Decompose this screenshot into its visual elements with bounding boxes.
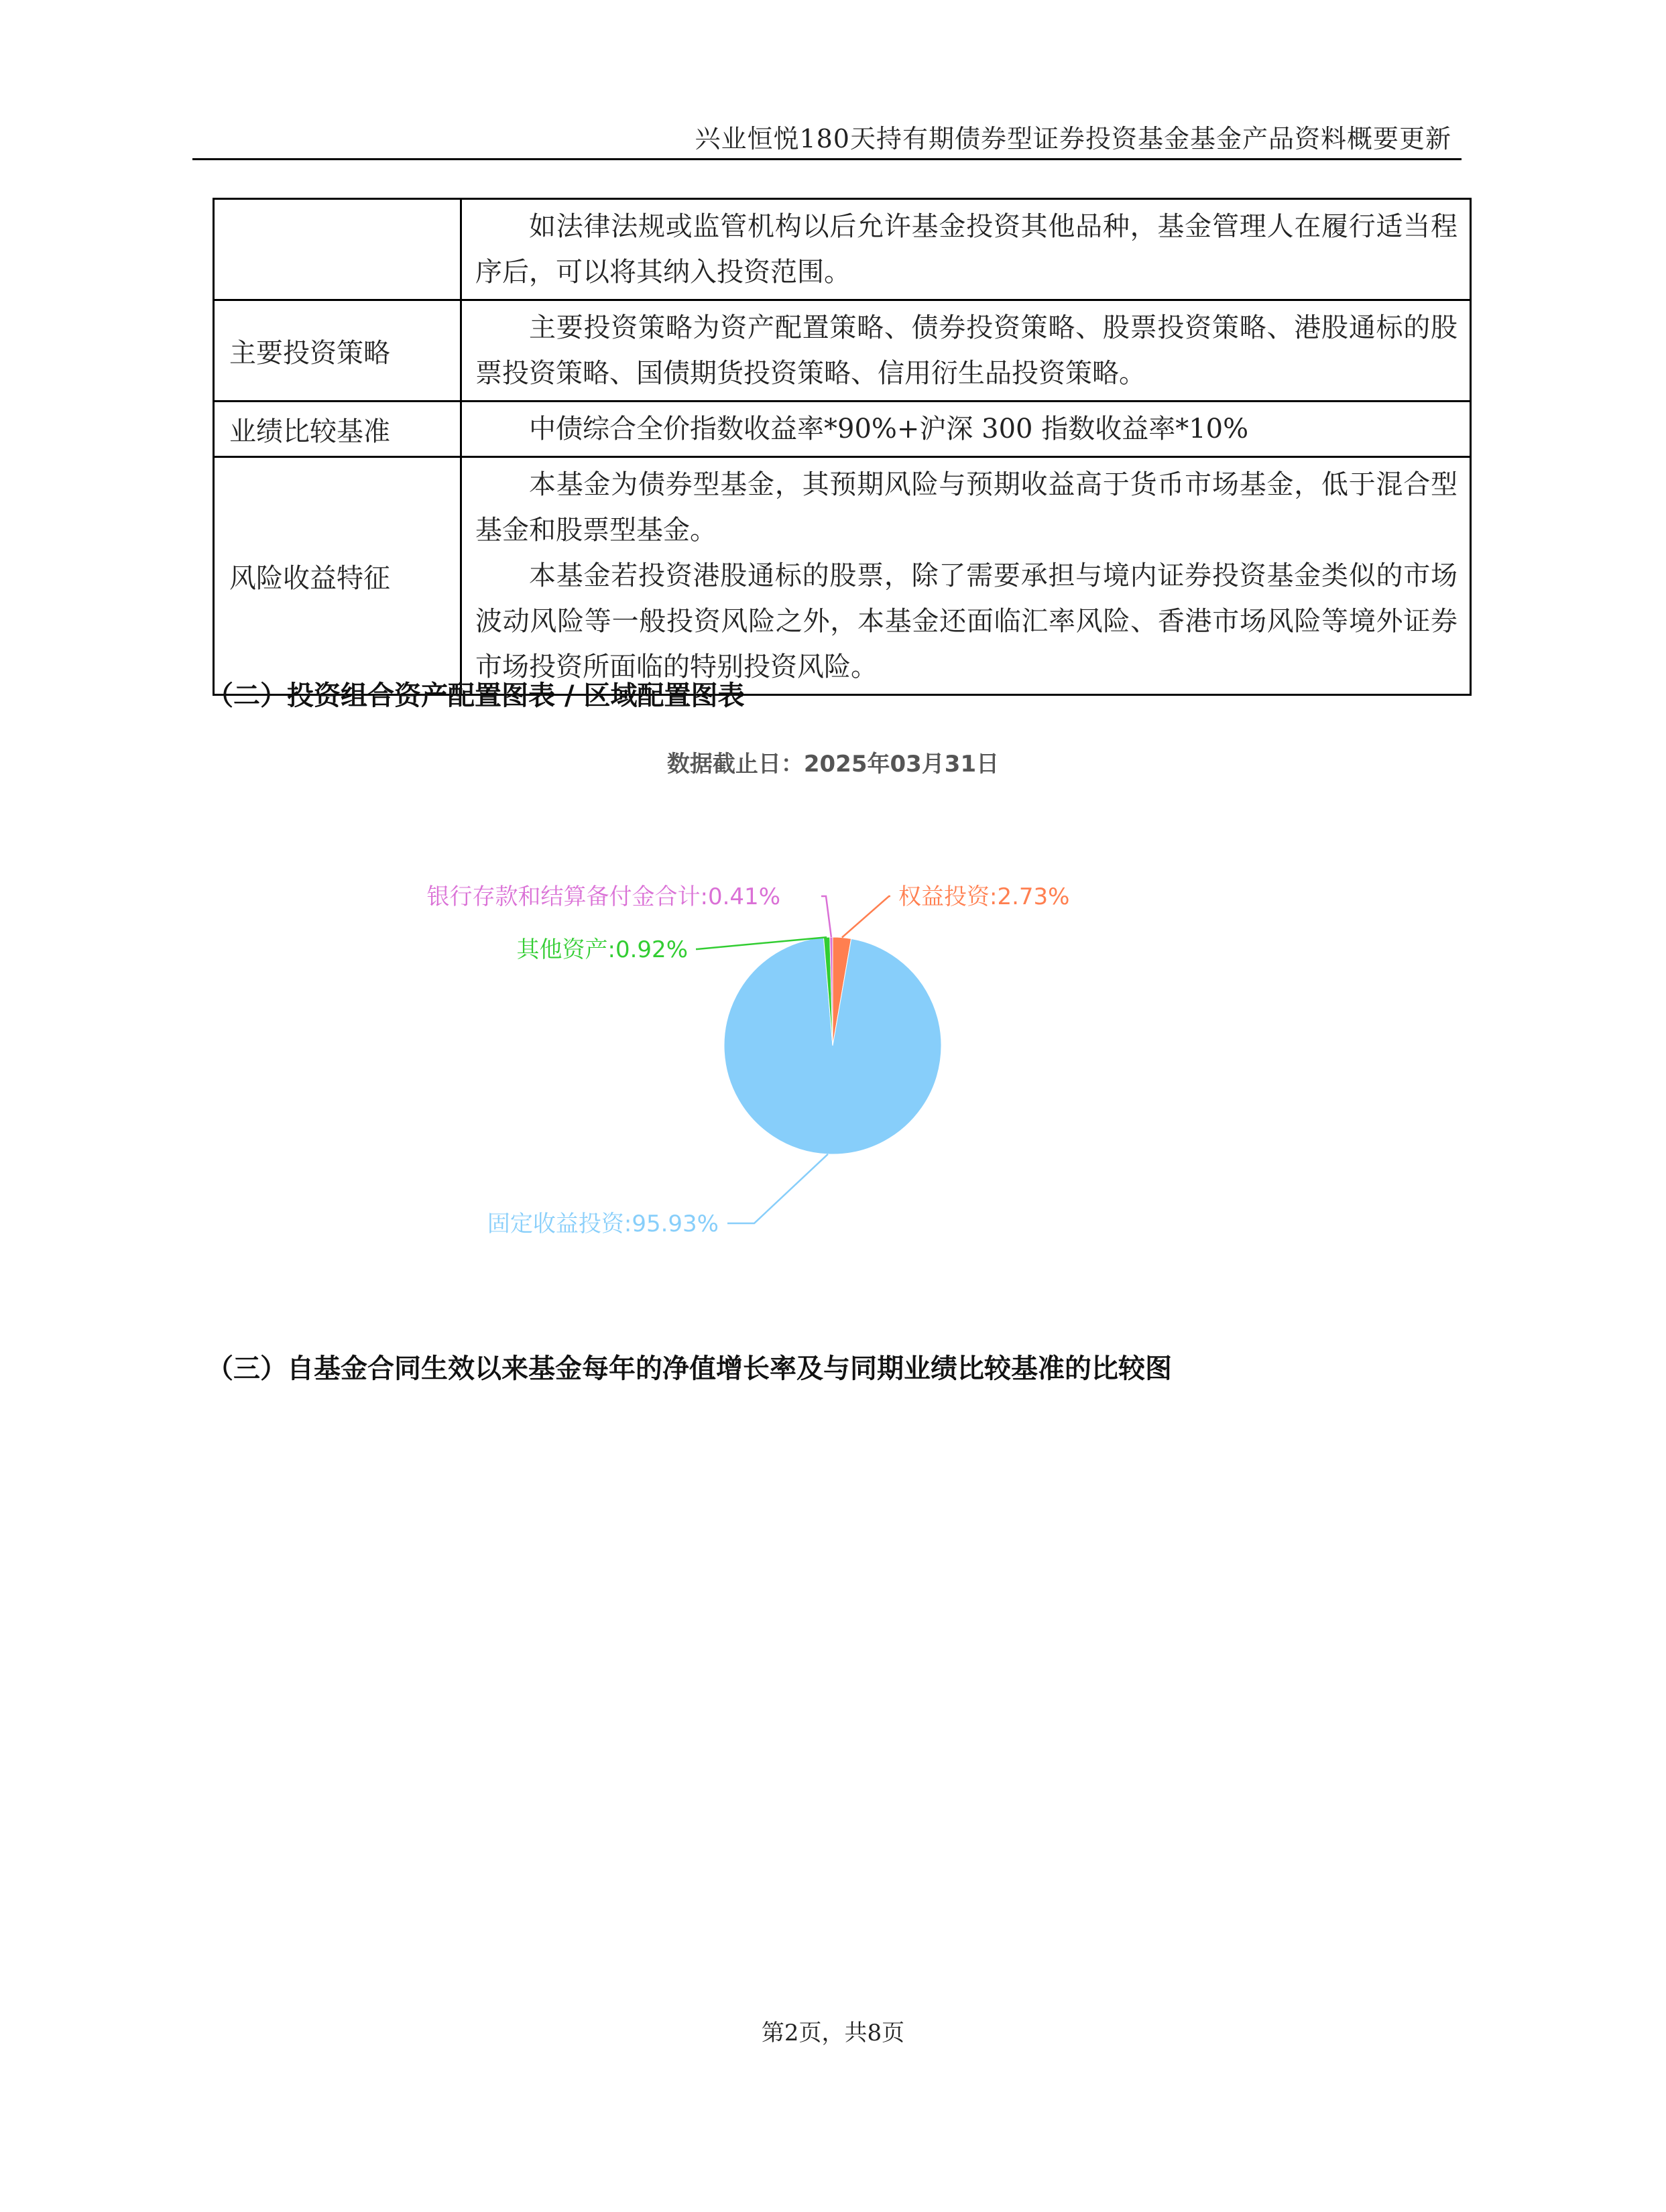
row-label: 主要投资策略 xyxy=(214,300,461,402)
content-paragraph: 主要投资策略为资产配置策略、债券投资策略、股票投资策略、港股通标的股票投资策略、国债期货投资策略、信用衍生品投资策略。 xyxy=(475,312,1457,389)
pie-leader-line xyxy=(727,1154,828,1223)
chart-title: 数据截止日：2025年03月31日 xyxy=(666,751,1000,778)
pie-data-label: 固定收益投资:95.93% xyxy=(487,1211,719,1237)
content-paragraph: 如法律法规或监管机构以后允许基金投资其他品种，基金管理人在履行适当程序后，可以将其纳入投资范围。 xyxy=(475,211,1457,288)
page-number: 第2页，共8页 xyxy=(761,2020,905,2046)
document-header-title: 兴业恒悦180天持有期债券型证券投资基金基金产品资料概要更新 xyxy=(695,124,1451,153)
content-paragraph: 中债综合全价指数收益率*90%+沪深 300 指数收益率*10% xyxy=(529,414,1249,444)
pie-data-label: 权益投资:2.73% xyxy=(898,883,1070,910)
section-2-title: （二）投资组合资产配置图表 / 区域配置图表 xyxy=(206,680,745,711)
pie-leader-line xyxy=(842,896,890,938)
content-paragraph: 本基金为债券型基金，其预期风险与预期收益高于货币市场基金，低于混合型基金和股票型基金。 xyxy=(475,469,1457,546)
row-label: 业绩比较基准 xyxy=(214,402,461,457)
section-3-title: （三）自基金合同生效以来基金每年的净值增长率及与同期业绩比较基准的比较图 xyxy=(206,1353,1172,1384)
pie-data-label: 银行存款和结算备付金合计:0.41% xyxy=(426,883,780,910)
content-paragraph: 本基金若投资港股通标的股票，除了需要承担与境内证券投资基金类似的市场波动风险等一般投资风险之外，本基金还面临汇率风险、香港市场风险等境外证券市场投资所面临的特别投资风险。 xyxy=(475,560,1457,682)
row-label: 风险收益特征 xyxy=(214,457,461,695)
pie-leader-line xyxy=(821,896,831,937)
pie-data-label: 其他资产:0.92% xyxy=(516,936,688,963)
